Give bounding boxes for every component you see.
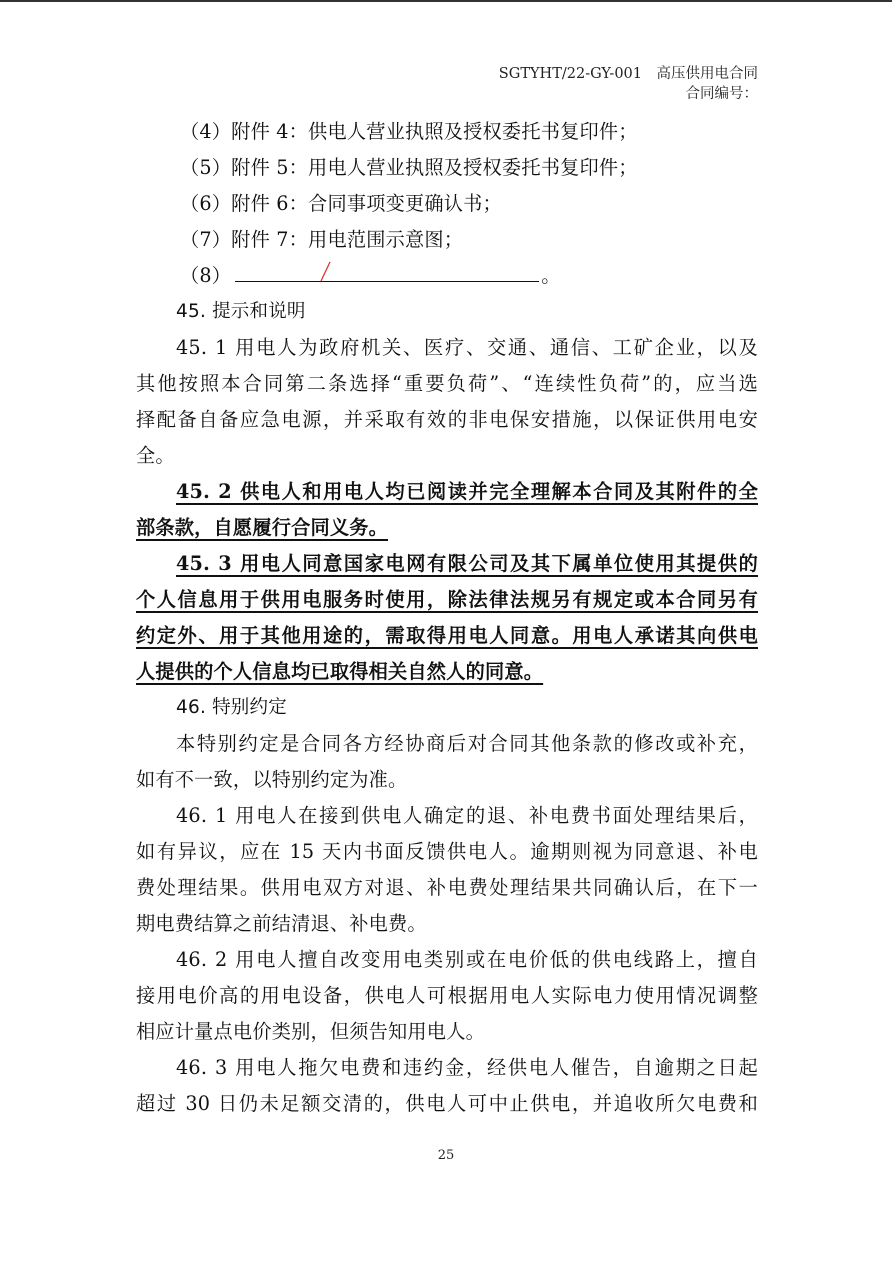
attachment-item-8 xyxy=(136,258,758,294)
clause-line: 其他按照本合同第二条选择“重要负荷”、“连续性负荷”的，应当选 xyxy=(136,372,758,395)
underlined-text: 45. 3 用电人同意国家电网有限公司及其下属单位使用其提供的 xyxy=(176,552,758,575)
attachment-item-5: （5）附件 5：用电人营业执照及授权委托书复印件； xyxy=(180,156,638,179)
clause-line: 45. 1 用电人为政府机关、医疗、交通、通信、工矿企业，以及 xyxy=(176,336,758,359)
attachment-item-4: （4）附件 4：供电人营业执照及授权委托书复印件； xyxy=(180,120,638,143)
attachment-item-7: （7）附件 7：用电范围示意图； xyxy=(180,228,464,251)
page-header xyxy=(499,64,758,104)
clause-line: 期电费结算之前结清退、补电费。 xyxy=(136,912,427,935)
clause-line: 如有异议，应在 15 天内书面反馈供电人。逾期则视为同意退、补电 xyxy=(136,840,758,863)
clause-line xyxy=(136,618,758,654)
section-46-heading: 46. 特别约定 xyxy=(176,697,287,718)
clause-46-1 xyxy=(136,798,758,942)
underlined-text: 人提供的个人信息均已取得相关自然人的同意。 xyxy=(136,660,544,683)
clause-line: 费处理结果。供用电双方对退、补电费处理结果共同确认后，在下一 xyxy=(136,876,758,899)
special-agreement-intro xyxy=(136,726,758,798)
fill-in-blank xyxy=(235,280,539,282)
clause-45-2 xyxy=(136,474,758,546)
header-contract-number-label: 合同编号： xyxy=(685,86,758,102)
red-slash-mark xyxy=(319,260,331,282)
clause-line: 46. 3 用电人拖欠电费和违约金，经供电人催告，自逾期之日起 xyxy=(176,1056,758,1079)
underlined-text: 部条款，自愿履行合同义务。 xyxy=(136,516,389,539)
clause-line: 46. 1 用电人在接到供电人确定的退、补电费书面处理结果后， xyxy=(176,804,758,827)
clause-45-3 xyxy=(136,546,758,690)
clause-line: 46. 2 用电人擅自改变用电类别或在电价低的供电线路上，擅自 xyxy=(176,948,758,971)
clause-line: 超过 30 日仍未足额交清的，供电人可中止供电，并追收所欠电费和 xyxy=(136,1092,758,1115)
document-body xyxy=(136,114,758,1122)
clause-line xyxy=(136,474,758,510)
attachment-item-6: （6）附件 6：合同事项变更确认书； xyxy=(180,192,502,215)
underlined-text: 45. 2 供电人和用电人均已阅读并完全理解本合同及其附件的全 xyxy=(176,480,758,503)
clause-line: 如有不一致，以特别约定为准。 xyxy=(136,768,408,791)
clause-line: 择配备自备应急电源，并采取有效的非电保安措施，以保证供用电安 xyxy=(136,408,758,431)
item-8-prefix: （8） xyxy=(180,264,232,287)
top-border xyxy=(0,0,892,2)
header-doc-code: SGTYHT/22-GY-001 高压供用电合同 xyxy=(498,66,758,82)
clause-line: 本特别约定是合同各方经协商后对合同其他条款的修改或补充， xyxy=(176,732,758,755)
clause-46-3 xyxy=(136,1050,758,1122)
clause-line xyxy=(136,510,758,546)
clause-line: 全。 xyxy=(136,444,175,467)
clause-line xyxy=(136,582,758,618)
clause-46-2 xyxy=(136,942,758,1050)
clause-line xyxy=(136,546,758,582)
underlined-text: 个人信息用于供用电服务时使用，除法律法规另有规定或本合同另有 xyxy=(136,588,758,611)
clause-line: 相应计量点电价类别，但须告知用电人。 xyxy=(136,1020,485,1043)
clause-45-1 xyxy=(136,330,758,474)
clause-line: 接用电价高的用电设备，供电人可根据用电人实际电力使用情况调整 xyxy=(136,984,758,1007)
section-45-heading: 45. 提示和说明 xyxy=(176,301,306,322)
page-number: 25 xyxy=(437,1148,455,1163)
clause-line xyxy=(136,654,758,690)
underlined-text: 约定外、用于其他用途的，需取得用电人同意。用电人承诺其向供电 xyxy=(136,624,758,647)
item-8-suffix: 。 xyxy=(541,264,561,287)
